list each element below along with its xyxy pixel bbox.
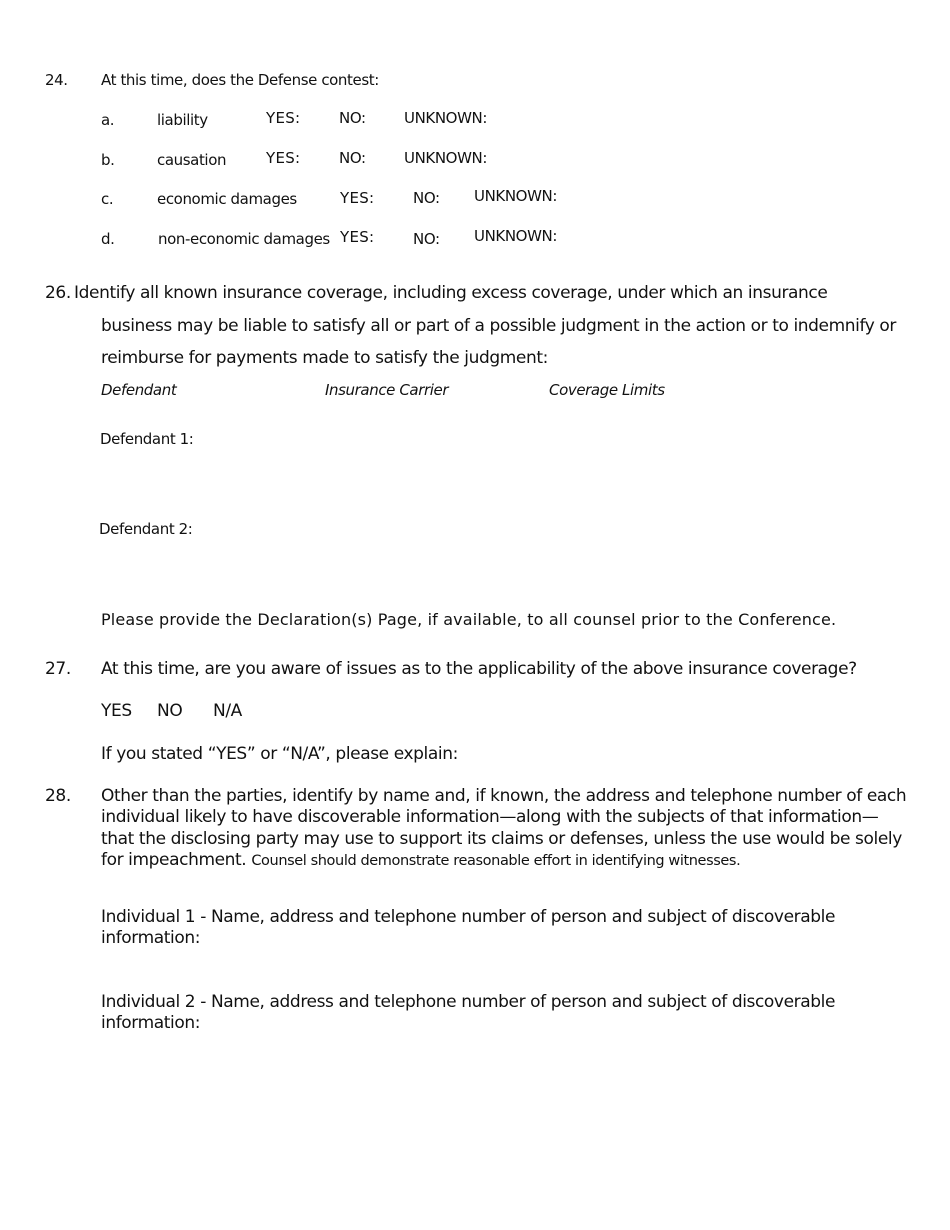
q24-item-a-letter: a.	[101, 111, 115, 129]
q28-individual-1-line2: information:	[101, 928, 201, 948]
q27-yes[interactable]: YES	[101, 701, 132, 721]
q28-individual-2-line1: Individual 2 - Name, address and telephone number of person and subject of discoverable	[101, 992, 836, 1012]
q26-note: Please provide the Declaration(s) Page, if available, to all counsel prior to the Conference.	[101, 610, 837, 629]
q28-line4-counsel-note: Counsel should demonstrate reasonable effort in identifying witnesses.	[251, 853, 741, 869]
q27-na[interactable]: N/A	[213, 701, 242, 721]
q27-number: 27.	[45, 659, 71, 679]
q24-item-d-no[interactable]: NO:	[413, 230, 440, 248]
q24-item-a-yes[interactable]: YES:	[266, 109, 301, 127]
q28-line4	[101, 850, 740, 870]
q24-item-a-no[interactable]: NO:	[339, 109, 366, 127]
q24-item-a-unknown[interactable]: UNKNOWN:	[404, 109, 487, 127]
q28-line3: that the disclosing party may use to support its claims or defenses, unless the use would be solely	[101, 829, 902, 849]
q28-individual-1-line1: Individual 1 - Name, address and telephone number of person and subject of discoverable	[101, 907, 836, 927]
q24-item-a-label: liability	[157, 111, 208, 129]
q26-line2: business may be liable to satisfy all or part of a possible judgment in the action or to indemnify or	[101, 316, 897, 336]
q28-line1: Other than the parties, identify by name and, if known, the address and telephone number of each	[101, 786, 907, 806]
q24-item-b-no[interactable]: NO:	[339, 149, 366, 167]
q26-line1: Identify all known insurance coverage, including excess coverage, under which an insurance	[74, 283, 828, 303]
q24-item-b-unknown[interactable]: UNKNOWN:	[404, 149, 487, 167]
q27-prompt: At this time, are you aware of issues as to the applicability of the above insurance coverage?	[101, 659, 857, 679]
q26-number: 26.	[45, 283, 71, 303]
q24-item-c-letter: c.	[101, 190, 114, 208]
q24-item-b-letter: b.	[101, 151, 115, 169]
q27-no[interactable]: NO	[157, 701, 183, 721]
q28-line2: individual likely to have discoverable information—along with the subjects of that information—	[101, 807, 879, 827]
q24-item-d-letter: d.	[101, 230, 115, 248]
q26-defendant-2: Defendant 2:	[99, 520, 193, 538]
q26-defendant-1: Defendant 1:	[100, 430, 194, 448]
q28-individual-2-line2: information:	[101, 1013, 201, 1033]
q24-item-b-label: causation	[157, 151, 227, 169]
q24-prompt: At this time, does the Defense contest:	[101, 71, 379, 89]
q24-item-b-yes[interactable]: YES:	[266, 149, 301, 167]
q26-col-carrier: Insurance Carrier	[325, 381, 449, 399]
q24-item-d-unknown[interactable]: UNKNOWN:	[474, 227, 557, 245]
q24-item-d-label: non-economic damages	[158, 230, 330, 248]
q24-item-d-yes[interactable]: YES:	[340, 228, 375, 246]
q24-item-c-no[interactable]: NO:	[413, 189, 440, 207]
q24-number: 24.	[45, 71, 68, 89]
q24-item-c-unknown[interactable]: UNKNOWN:	[474, 187, 557, 205]
q26-col-defendant: Defendant	[101, 381, 177, 399]
q26-col-limits: Coverage Limits	[549, 381, 665, 399]
q24-item-c-label: economic damages	[157, 190, 297, 208]
q26-line3: reimburse for payments made to satisfy the judgment:	[101, 348, 548, 368]
q27-explain: If you stated “YES” or “N/A”, please explain:	[101, 744, 458, 764]
q28-line4-impeachment: for impeachment.	[101, 850, 252, 870]
q28-number: 28.	[45, 786, 71, 806]
q24-item-c-yes[interactable]: YES:	[340, 189, 375, 207]
